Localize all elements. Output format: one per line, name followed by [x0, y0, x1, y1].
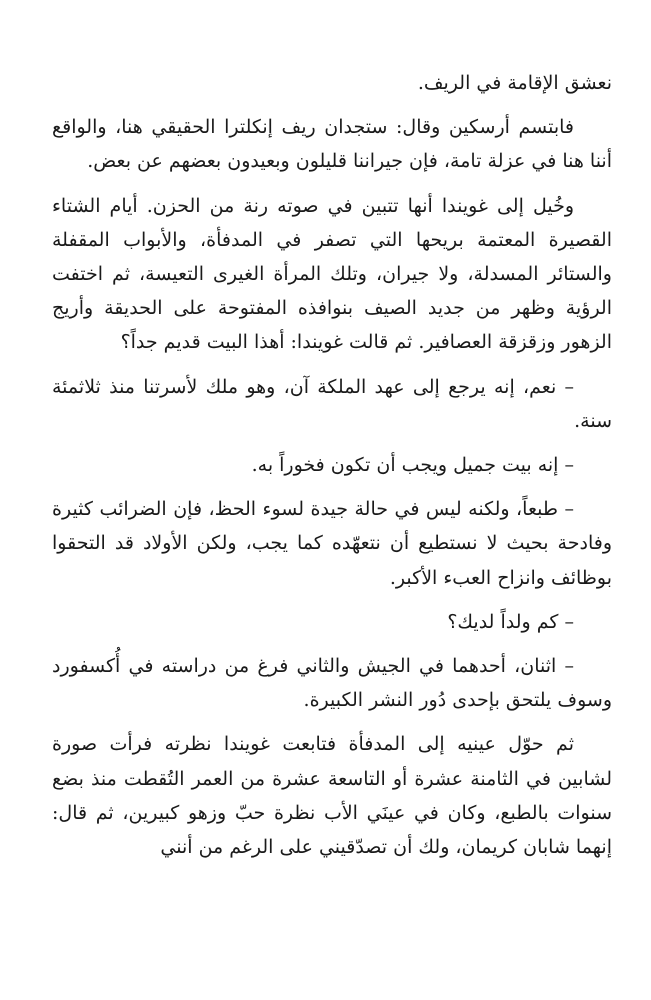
book-page	[52, 66, 612, 874]
dialogue-line-4: – كم ولداً لديك؟	[447, 610, 574, 633]
dialogue-line-3: – طبعاً، ولكنه ليس في حالة جيدة لسوء الحظ، فإن الضرائب كثيرة وفادحة بحيث لا نستطيع أن نتعهّده كما يجب، ولكن الأولاد قد التحقوا بوظائف وانزاح العبء الأكبر.	[52, 498, 612, 589]
paragraph-last: ثم حوّل عينيه إلى المدفأة فتابعت غويندا نظرته فرأت صورة لشابين في الثامنة عشرة أو التاسعة عشرة من العمر التُقطت منذ بضع سنوات بالطبع، وكان في عينَي الأب نظرة حبّ وزهو كبيرين، ثم قال: إنهما شابان كريمان، ولك أن تصدّقيني على الرغم من أنني	[52, 733, 612, 859]
paragraph-1: نعشق الإقامة في الريف.	[417, 72, 612, 94]
dialogue-line-5: – اثنان، أحدهما في الجيش والثاني فرغ من دراسته في أُكسفورد وسوف يلتحق بإحدى دُور النشر الكبيرة.	[52, 655, 612, 712]
dialogue-line-1: – نعم، إنه يرجع إلى عهد الملكة آن، وهو ملك لأسرتنا منذ ثلاثمئة سنة.	[52, 375, 612, 432]
paragraph-2: فابتسم أرسكين وقال: ستجدان ريف إنكلترا الحقيقي هنا، والواقع أننا هنا في عزلة تامة، فإن جيراننا قليلون وبعيدون بعضهم عن بعض.	[52, 116, 612, 173]
dialogue-line-2: – إنه بيت جميل ويجب أن تكون فخوراً به.	[251, 454, 574, 477]
paragraph-3: وخُيل إلى غويندا أنها تتبين في صوته رنة من الحزن. أيام الشتاء القصيرة المعتمة بريحها التي تصفر في المدفأة، والأبواب المقفلة والستائر المسدلة، ولا جيران، وتلك المرأة الغيرى التعيسة، ثم اختفت الرؤية وظهر من جديد الصيف بنوافذه المفتوحة على الحديقة وأريج الزهور وزقزقة العصافير. ثم قالت غويندا: أهذا البيت قديم جداً؟	[52, 194, 612, 354]
